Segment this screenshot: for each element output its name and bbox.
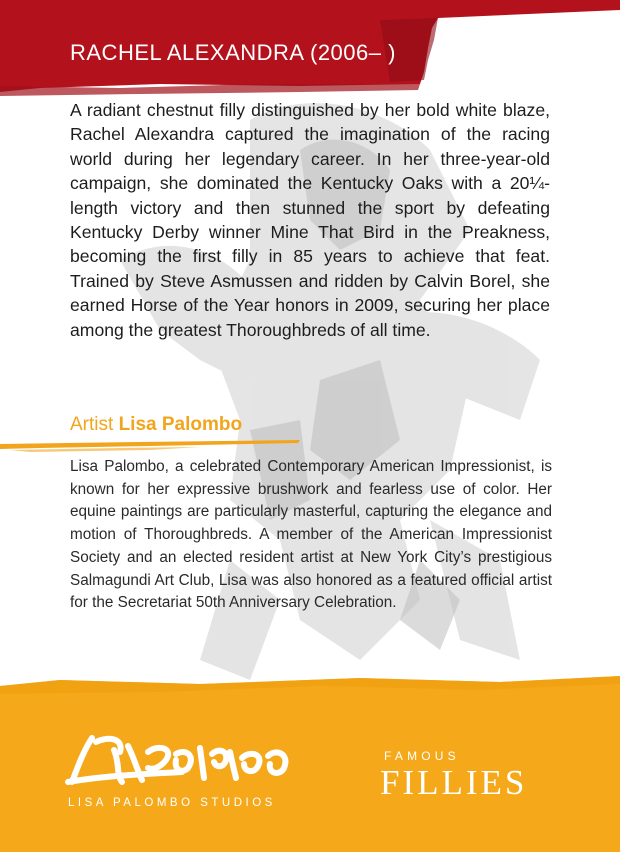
card-title: RACHEL ALEXANDRA (2006– ): [70, 40, 396, 65]
series-kicker: FAMOUS: [384, 749, 460, 763]
signature-logo: [62, 730, 297, 790]
horse-biography: A radiant chestnut filly distinguished by her bold white blaze, Rachel Alexandra captured the imagination of the racing world during her legendary career. In her three-year-old campaign, she dominated the Kentucky Oaks with a 20¼-length victory and then stunned the sport by defeating Kentucky Derby winner Mine That Bird in the Preakness, becoming the first filly in 85 years to achieve that feat. Trained by Steve Asmussen and ridden by Calvin Borel, she earned Horse of the Year honors in 2009, securing her place among the greatest Thoroughbreds of all time.: [70, 100, 550, 340]
artist-biography: Lisa Palombo, a celebrated Contemporary American Impressionist, is known for her expressive brushwork and fearless use of color. Her equine paintings are particularly masterful, capturing the elegance and motion of Thoroughbreds. A member of the American Impressionist Society and an elected resident artist at New York City’s prestigious Salmagundi Art Club, Lisa was also honored as a featured official artist for the Secretariat 50th Anniversary Celebration.: [70, 458, 552, 612]
artist-heading: [70, 414, 242, 436]
artist-label: Artist: [70, 414, 114, 435]
studio-name: LISA PALOMBO STUDIOS: [68, 797, 276, 809]
heading-underline: [0, 436, 300, 456]
series-title: FILLIES: [380, 763, 528, 802]
artist-name: Lisa Palombo: [118, 414, 243, 435]
